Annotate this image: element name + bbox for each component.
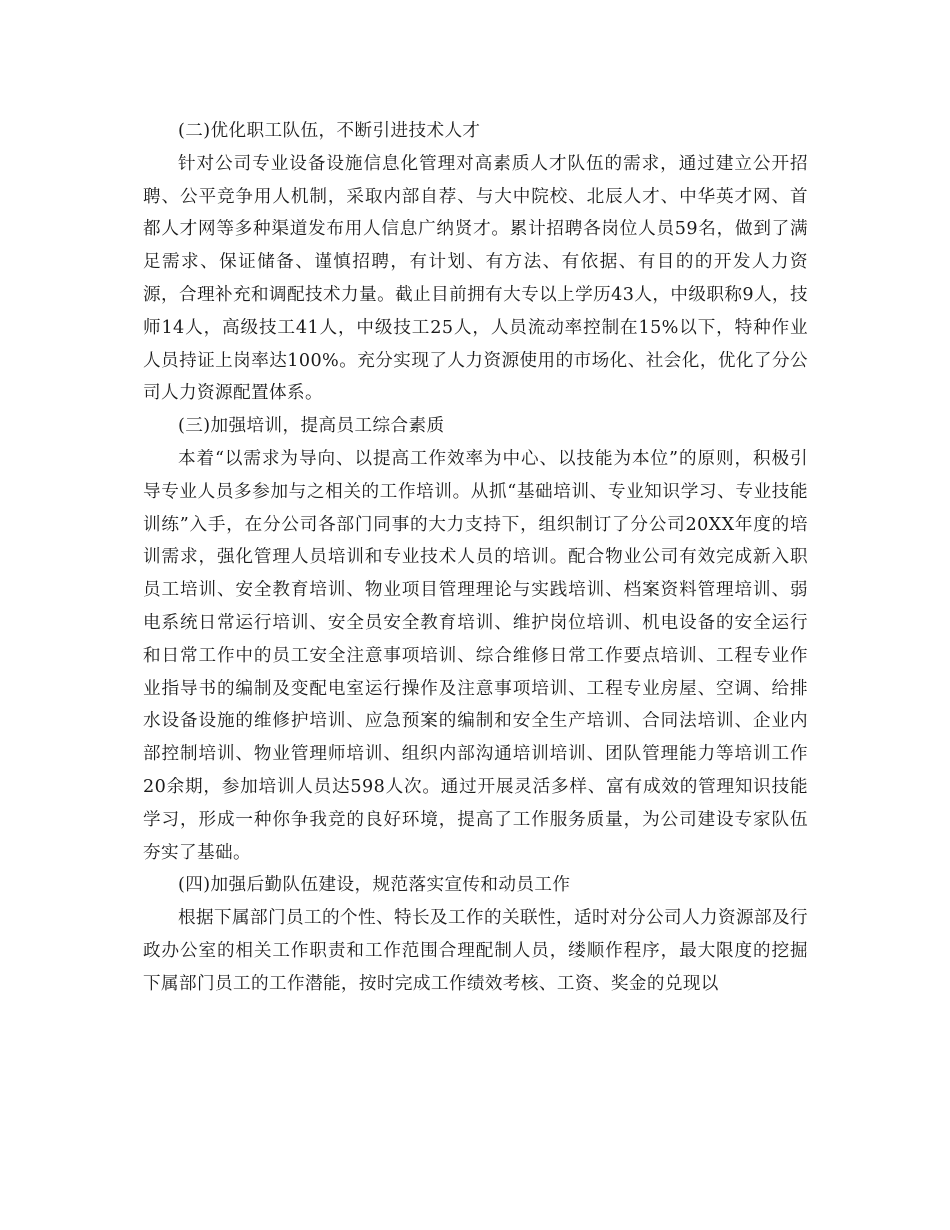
document-body xyxy=(143,115,808,1001)
section-heading: (四)加强后勤队伍建设，规范落实宣传和动员工作 xyxy=(178,875,571,896)
section-paragraph: 本着“以需求为导向、以提高工作效率为中心、以技能为本位”的原则，积极引导专业人员多参加与之相关的工作培训。从抓“基础培训、专业知识学习、专业技能训练”入手，在分公司各部门同事的大力支持下，组织制订了分公司20XX年度的培训需求，强化管理人员培训和专业技术人员的培训。配合物业公司有效完成新入职员工培训、安全教育培训、物业项目管理理论与实践培训、档案资料管理培训、弱电系统日常运行培训、安全员安全教育培训、维护岗位培训、机电设备的安全运行和日常工作中的员工安全注意事项培训、综合维修日常工作要点培训、工程专业作业指导书的编制及变配电室运行操作及注意事项培训、工程专业房屋、空调、给排水设备设施的维修护培训、应急预案的编制和安全生产培训、合同法培训、企业内部控制培训、物业管理师培训、组织内部沟通培训培训、团队管理能力等培训工作20余期，参加培训人员达598人次。通过开展灵活多样、富有成效的管理知识技能学习，形成一种你争我竞的良好环境，提高了工作服务质量，为公司建设专家队伍夯实了基础。 xyxy=(143,448,808,863)
section-heading: (二)优化职工队伍，不断引进技术人才 xyxy=(178,121,481,141)
section-paragraph: 根据下属部门员工的个性、特长及工作的关联性，适时对分公司人力资源部及行政办公室的相关工作职责和工作范围合理配制人员，缕顺作程序，最大限度的挖掘下属部门员工的工作潜能，按时完成工作绩效考核、工资、奖金的兑现以 xyxy=(143,908,808,994)
section-paragraph: 针对公司专业设备设施信息化管理对高素质人才队伍的需求，通过建立公开招聘、公平竞争用人机制，采取内部自荐、与大中院校、北辰人才、中华英才网、首都人才网等多种渠道发布用人信息广纳贤才。累计招聘各岗位人员59名，做到了满足需求、保证储备、谨慎招聘，有计划、有方法、有依据、有目的的开发人力资源，合理补充和调配技术力量。截止目前拥有大专以上学历43人，中级职称9人，技师14人，高级技工41人，中级技工25人，人员流动率控制在15%以下，特种作业人员持证上岗率达100%。充分实现了人力资源使用的市场化、社会化，优化了分公司人力资源配置体系。 xyxy=(143,153,808,404)
section-heading: (三)加强培训，提高员工综合素质 xyxy=(178,416,445,437)
